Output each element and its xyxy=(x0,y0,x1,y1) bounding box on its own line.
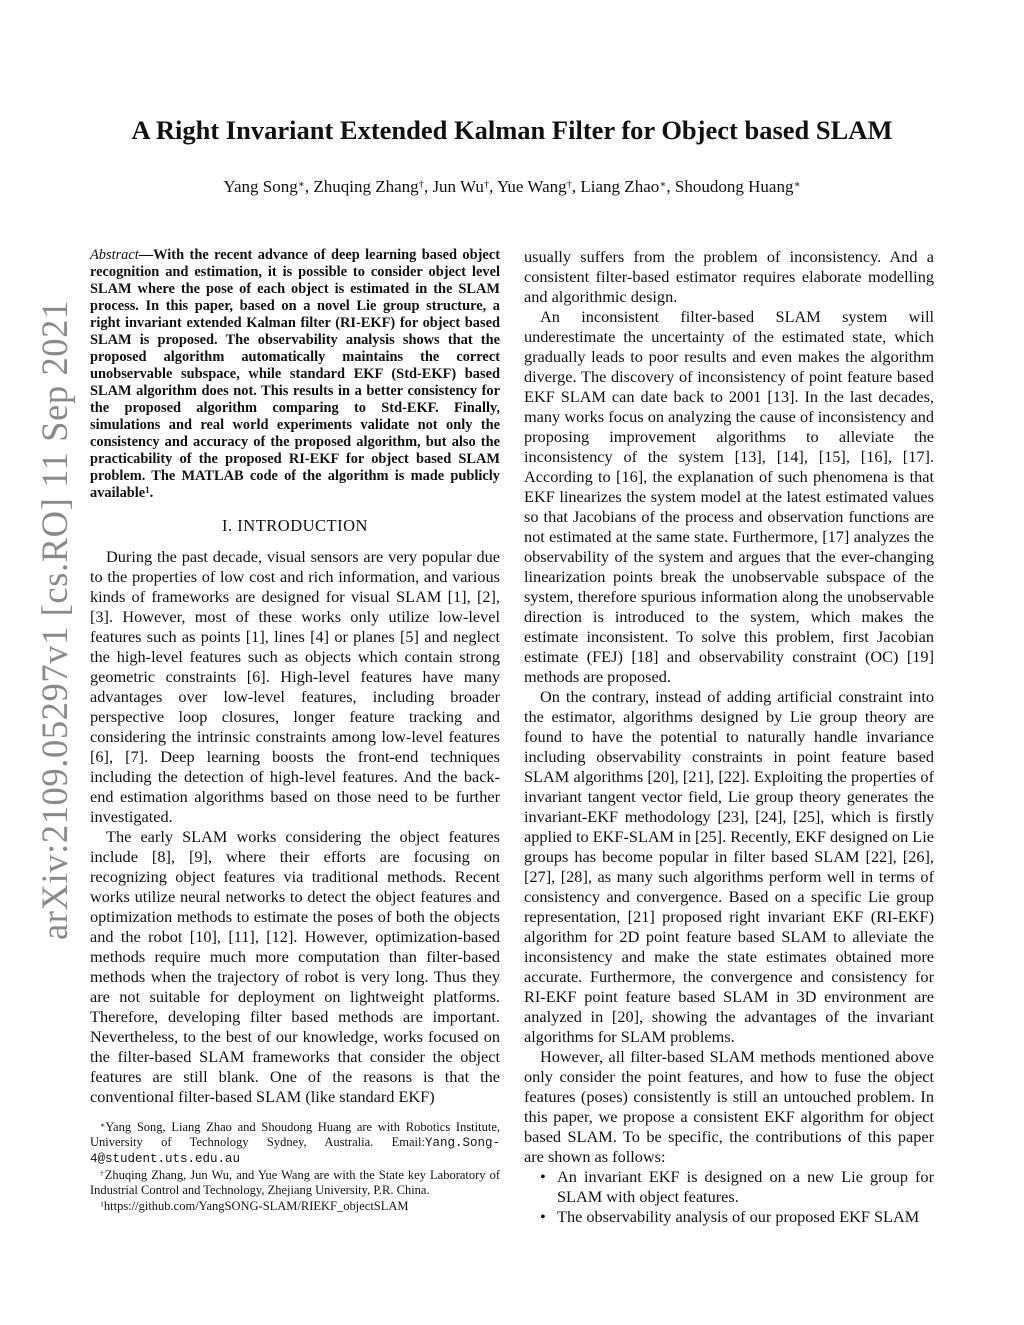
author-name: Zhuqing Zhang xyxy=(313,177,419,196)
footnote-symbol: ∗ xyxy=(100,1120,106,1130)
affiliation-mark: ∗ xyxy=(793,179,801,191)
right-column xyxy=(524,247,934,1227)
affiliation-mark: ∗ xyxy=(297,179,305,191)
body-paragraph: On the contrary, instead of adding artificial constraint into the estimator, algorithms designed by Lie group theory are found to have the potential to naturally handle invariance including observability constraints in point feature based SLAM algorithms [20], [21], [22]. Exploiting the properties of invariant tangent vector field, Lie group theory generates the invariant-EKF methodology [23], [24], [25], which is firstly applied to EKF-SLAM in [25]. Recently, EKF designed on Lie groups has become popular in filter based SLAM [22], [26], [27], [28], as many such algorithms perform well in terms of consistency and convergence. Based on a specific Lie group representation, [21] proposed right invariant EKF (RI-EKF) algorithm for 2D point feature based SLAM to alleviate the inconsistency and make the state estimates obtained more accurate. Furthermore, the convergence and consistency for RI-EKF point feature based SLAM in 3D environment are analyzed in [20], showing the advantages of the invariant algorithms for SLAM problems. xyxy=(524,687,934,1046)
author-name: Yue Wang xyxy=(497,177,567,196)
author-name: Shoudong Huang xyxy=(674,177,794,196)
abstract-label: Abstract xyxy=(90,247,139,263)
author-name: Liang Zhao xyxy=(580,177,660,196)
contribution-list xyxy=(524,1167,934,1227)
code-url[interactable]: https://github.com/YangSONG-SLAM/RIEKF_objectSLAM xyxy=(103,1199,409,1213)
section-heading-introduction: I. INTRODUCTION xyxy=(222,516,368,535)
footnote-mark: 1 xyxy=(145,484,150,495)
list-item: • The observability analysis of our proposed EKF SLAM xyxy=(524,1207,934,1227)
affiliation-mark: ∗ xyxy=(659,179,667,191)
abstract-end: . xyxy=(149,485,154,501)
footnote-text: Yang Song, Liang Zhao and Shoudong Huang are with Robotics Institute, University of Technology Sydney, Australia. Email: xyxy=(90,1120,500,1149)
footnote-text: Zhuqing Zhang, Jun Wu, and Yue Wang are with the State key Laboratory of Industrial Control and Technology, Zhejiang University, P.R. China. xyxy=(90,1168,501,1197)
body-paragraph: During the past decade, visual sensors are very popular due to the properties of low cost and rich information, and various kinds of frameworks are designed for visual SLAM [1], [2], [3]. However, most of these works only utilize low-level features such as points [1], lines [4] or planes [5] and neglect the high-level features such as objects which contain strong geometric constraints [6]. High-level features have many advantages over low-level features, including broader perspective loop closures, longer feature tracking and considering the intrinsic constraints among low-level features [6], [7]. Deep learning boosts the front-end techniques including the detection of high-level features. And the back-end estimation algorithms based on those need to be further investigated. xyxy=(90,547,500,826)
footnotes xyxy=(90,1120,500,1215)
footnote-affiliation-zju xyxy=(90,1168,500,1198)
left-column xyxy=(90,247,500,1107)
author-name: Yang Song xyxy=(223,177,298,196)
affiliation-mark: † xyxy=(418,179,424,191)
arxiv-identifier-stamp: arXiv:2109.05297v1 [cs.RO] 11 Sep 2021 xyxy=(34,300,75,940)
list-item: • An invariant EKF is designed on a new Lie group for SLAM with object features. xyxy=(524,1167,934,1207)
paper-title: A Right Invariant Extended Kalman Filter for Object based SLAM xyxy=(131,115,893,145)
footnote-affiliation-uts xyxy=(90,1120,500,1167)
author-name: Jun Wu xyxy=(432,177,484,196)
footnote-symbol: † xyxy=(100,1168,105,1178)
footnote-code-link xyxy=(90,1199,500,1214)
author-list: Yang Song∗, Zhuqing Zhang†, Jun Wu†, Yue Wang†, Liang Zhao∗, Shoudong Huang∗ xyxy=(223,177,801,196)
footnote-symbol: 1 xyxy=(100,1199,104,1209)
author-email: Yang.Song-4@student.uts.edu.au xyxy=(90,1136,500,1166)
body-paragraph: However, all filter-based SLAM methods mentioned above only consider the point features, and how to fuse the object features (poses) consistently is still an untouched problem. In this paper, we propose a consistent EKF algorithm for object based SLAM. To be specific, the contributions of this paper are shown as follows: xyxy=(524,1047,934,1166)
body-paragraph-continued: usually suffers from the problem of inconsistency. And a consistent filter-based estimator requires elaborate modelling and algorithmic design. xyxy=(524,247,934,306)
affiliation-mark: † xyxy=(483,179,490,191)
body-paragraph: An inconsistent filter-based SLAM system will underestimate the uncertainty of the estimated state, which gradually leads to poor results and even makes the algorithm diverge. The discovery of inconsistency of point feature based EKF SLAM can date back to 2001 [13]. In the last decades, many works focus on analyzing the cause of inconsistency and proposing improvement algorithms to alleviate the inconsistency of the system [13], [14], [15], [16], [17]. According to [16], the explanation of such phenomena is that EKF linearizes the system model at the latest estimated values so that Jacobians of the process and observation functions are not estimated at the same state. Furthermore, [17] analyzes the observability of the system and argues that the ever-changing linearization points break the unobservable subspace of the system, therefore spurious information along the unobservable direction is introduced to the system, which makes the estimate inconsistent. To solve this problem, first Jacobian estimate (FEJ) [18] and observability constraint (OC) [19] methods are proposed. xyxy=(524,307,934,686)
abstract-text: With the recent advance of deep learning based object recognition and estimation, it is possible to consider object level SLAM where the pose of each object is estimated in the SLAM process. In this paper, based on a novel Lie group structure, a right invariant extended Kalman filter (RI-EKF) for object based SLAM is proposed. The observability analysis shows that the proposed algorithm automatically maintains the correct unobservable subspace, while standard EKF (Std-EKF) based SLAM algorithm does not. This results in a better consistency for the proposed algorithm comparing to Std-EKF. Finally, simulations and real world experiments validate not only the consistency and accuracy of the proposed algorithm, but also the practicability of the proposed RI-EKF for object based SLAM problem. The MATLAB code of the algorithm is made publicly available xyxy=(90,247,500,501)
affiliation-mark: † xyxy=(566,179,572,191)
abstract-dash: — xyxy=(138,247,154,263)
body-paragraph: The early SLAM works considering the object features include [8], [9], where their efforts are focusing on recognizing object features via traditional methods. Recent works utilize neural networks to detect the object features and optimization methods to estimate the poses of both the objects and the robot [10], [11], [12]. However, optimization-based methods require much more computation than filter-based methods when the trajectory of robot is very long. Thus they are not suitable for deployment on lightweight platforms. Therefore, developing filter based methods are important. Nevertheless, to the best of our knowledge, works focused on the filter-based SLAM frameworks that consider the object features are still blank. One of the reasons is that the conventional filter-based SLAM (like standard EKF) xyxy=(90,827,500,1106)
abstract xyxy=(90,247,500,502)
